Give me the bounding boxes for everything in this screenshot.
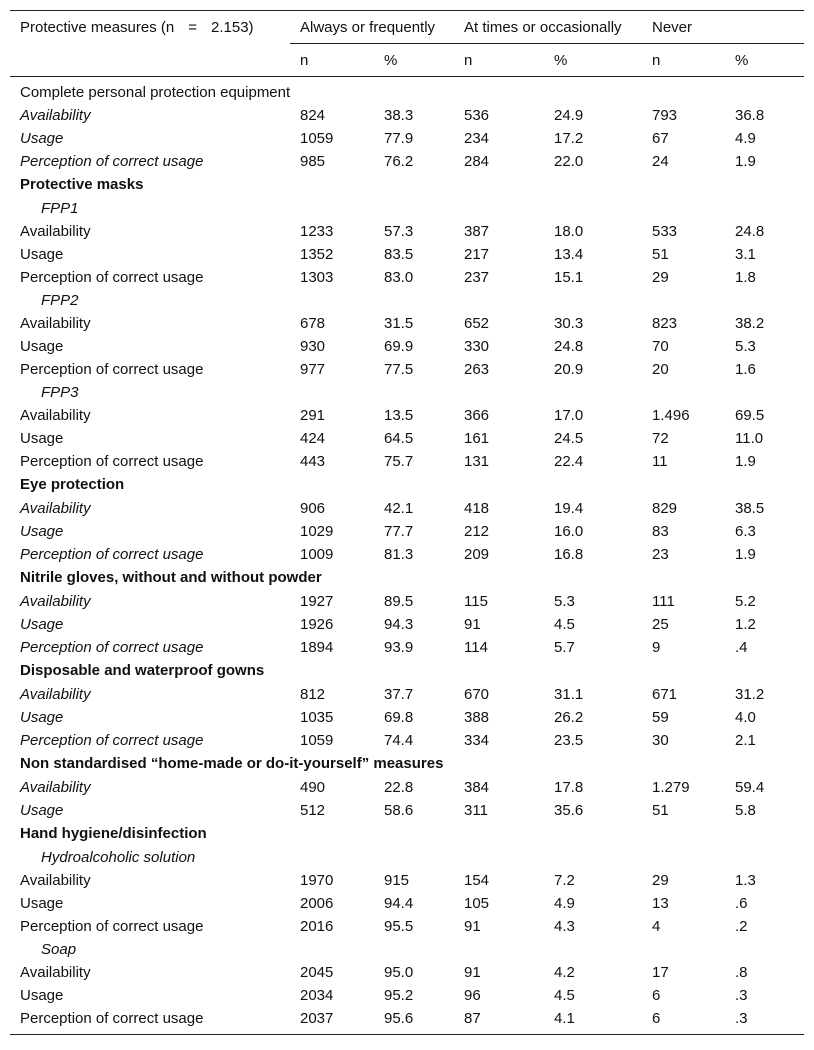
row-label: Availability: [20, 407, 91, 424]
value-cell: 2037: [290, 1007, 374, 1035]
value-cell: 23: [652, 546, 669, 563]
value-cell: 5.7: [554, 639, 575, 656]
row-label: Protective masks: [20, 176, 144, 193]
value-cell: 793: [652, 107, 678, 124]
table-row: [10, 984, 804, 1007]
value-cell: 536: [464, 107, 490, 124]
section-row: [10, 473, 804, 497]
value-cell: 31.1: [554, 686, 584, 703]
value-cell: 4.9: [554, 895, 575, 912]
value-cell: 388: [464, 709, 490, 726]
value-cell: 83: [652, 523, 669, 540]
value-cell: 77.7: [384, 523, 414, 540]
value-cell: 91: [464, 616, 481, 633]
value-cell: 17.0: [554, 407, 584, 424]
value-cell: 22.8: [384, 779, 414, 796]
table-row: [10, 892, 804, 915]
value-cell: 29: [652, 269, 669, 286]
value-cell: 418: [464, 500, 490, 517]
row-label: Usage: [20, 246, 64, 263]
row-label: Usage: [20, 523, 64, 540]
header-label-cell: [10, 11, 290, 44]
value-cell: .3: [725, 1007, 804, 1035]
header-group-occasionally: At times or occasionally: [454, 11, 642, 44]
value-cell: 1352: [300, 246, 334, 263]
header-subcol: n: [290, 44, 374, 77]
section-row: [10, 566, 804, 590]
value-cell: 26.2: [554, 709, 584, 726]
value-cell: 95.2: [384, 987, 414, 1004]
value-cell: 15.1: [554, 269, 584, 286]
table-row: [10, 335, 804, 358]
value-cell: 18.0: [554, 223, 584, 240]
table-row: [10, 636, 804, 659]
value-cell: 16.0: [554, 523, 584, 540]
table-row: [10, 961, 804, 984]
row-label: Perception of correct usage: [20, 546, 204, 563]
row-label: Usage: [20, 709, 64, 726]
value-cell: 1.9: [735, 153, 756, 170]
value-cell: 37.7: [384, 686, 414, 703]
value-cell: 4.5: [554, 987, 575, 1004]
value-cell: 58.6: [384, 802, 414, 819]
table-row: [10, 613, 804, 636]
value-cell: 1035: [300, 709, 334, 726]
row-label: Eye protection: [20, 476, 125, 493]
value-cell: 22.4: [554, 453, 584, 470]
table-row: [10, 706, 804, 729]
value-cell: 217: [464, 246, 490, 263]
row-label: Availability: [20, 779, 91, 796]
group-row: [10, 77, 804, 105]
value-cell: 5.2: [735, 593, 756, 610]
header-label-total: 2.153): [211, 18, 254, 36]
value-cell: .4: [735, 639, 748, 656]
value-cell: 17.2: [554, 130, 584, 147]
value-cell: 1059: [300, 130, 334, 147]
header-row-groups: [10, 11, 804, 44]
table-row: [10, 266, 804, 289]
table-container: [10, 10, 804, 1035]
value-cell: 671: [652, 686, 678, 703]
row-label: Perception of correct usage: [20, 269, 204, 286]
subgroup-row: [10, 938, 804, 961]
value-cell: 5.3: [554, 593, 575, 610]
table-row: [10, 520, 804, 543]
value-cell: 70: [652, 338, 669, 355]
table-row: [10, 590, 804, 613]
value-cell: 38.2: [735, 315, 765, 332]
header-subcol-empty: [10, 44, 290, 77]
table-row: [10, 869, 804, 892]
header-label-prefix: Protective measures (n: [20, 18, 175, 36]
value-cell: 13: [652, 895, 669, 912]
value-cell: 291: [300, 407, 326, 424]
value-cell: 6: [652, 987, 661, 1004]
value-cell: 91: [464, 918, 481, 935]
value-cell: 1970: [300, 872, 334, 889]
row-label: Usage: [20, 430, 64, 447]
value-cell: 111: [652, 593, 675, 610]
row-label: Perception of correct usage: [20, 361, 204, 378]
value-cell: 985: [300, 153, 326, 170]
value-cell: 19.4: [554, 500, 584, 517]
table-row: [10, 776, 804, 799]
value-cell: 69.5: [735, 407, 765, 424]
value-cell: 23.5: [554, 732, 584, 749]
table-row: [10, 243, 804, 266]
value-cell: 284: [464, 153, 490, 170]
value-cell: 38.5: [735, 500, 765, 517]
value-cell: 1.496: [652, 407, 690, 424]
value-cell: 4.1: [544, 1007, 642, 1035]
value-cell: 237: [464, 269, 490, 286]
protective-measures-table: [10, 10, 804, 1035]
value-cell: 424: [300, 430, 326, 447]
value-cell: 2034: [300, 987, 334, 1004]
row-label: Availability: [20, 107, 91, 124]
row-label: Availability: [20, 593, 91, 610]
value-cell: 490: [300, 779, 326, 796]
value-cell: 5.3: [735, 338, 756, 355]
value-cell: 1029: [300, 523, 334, 540]
value-cell: 330: [464, 338, 490, 355]
value-cell: 977: [300, 361, 326, 378]
value-cell: 93.9: [384, 639, 414, 656]
value-cell: 4.0: [735, 709, 756, 726]
value-cell: 22.0: [554, 153, 584, 170]
table-row: [10, 150, 804, 173]
value-cell: 161: [464, 430, 490, 447]
value-cell: 51: [652, 246, 669, 263]
value-cell: 115: [464, 593, 488, 610]
value-cell: 94.3: [384, 616, 414, 633]
value-cell: 59: [652, 709, 669, 726]
value-cell: 13.4: [554, 246, 584, 263]
value-cell: 263: [464, 361, 490, 378]
value-cell: 105: [464, 895, 490, 912]
value-cell: 533: [652, 223, 678, 240]
value-cell: 38.3: [384, 107, 414, 124]
subgroup-row: [10, 846, 804, 869]
value-cell: 3.1: [735, 246, 756, 263]
value-cell: 366: [464, 407, 490, 424]
value-cell: 6: [642, 1007, 725, 1035]
value-cell: 29: [652, 872, 669, 889]
value-cell: 212: [464, 523, 490, 540]
table-body: [10, 77, 804, 1035]
value-cell: 35.6: [554, 802, 584, 819]
value-cell: 387: [464, 223, 490, 240]
row-label: Usage: [20, 616, 64, 633]
value-cell: 51: [652, 802, 669, 819]
row-label: Perception of correct usage: [10, 1007, 290, 1035]
section-row: [10, 659, 804, 683]
value-cell: 824: [300, 107, 326, 124]
value-cell: 678: [300, 315, 326, 332]
value-cell: 13.5: [384, 407, 414, 424]
value-cell: 812: [300, 686, 326, 703]
value-cell: 31.2: [735, 686, 765, 703]
value-cell: 915: [384, 872, 410, 889]
value-cell: 31.5: [384, 315, 414, 332]
value-cell: 94.4: [384, 895, 414, 912]
table-row: [10, 104, 804, 127]
row-label: Perception of correct usage: [20, 453, 204, 470]
value-cell: 4.3: [554, 918, 575, 935]
value-cell: 5.8: [735, 802, 756, 819]
row-label: Nitrile gloves, without and without powder: [20, 569, 322, 586]
value-cell: 1.6: [735, 361, 756, 378]
value-cell: 1.279: [652, 779, 690, 796]
value-cell: 76.2: [384, 153, 414, 170]
row-label: Availability: [20, 223, 91, 240]
value-cell: 83.5: [384, 246, 414, 263]
value-cell: 17.8: [554, 779, 584, 796]
row-label: Perception of correct usage: [20, 918, 204, 935]
table-row: [10, 312, 804, 335]
header-subcol: %: [374, 44, 454, 77]
row-label: FPP1: [41, 200, 79, 217]
value-cell: 30: [652, 732, 669, 749]
table-row: [10, 729, 804, 752]
value-cell: 24: [652, 153, 669, 170]
row-label: Usage: [20, 130, 64, 147]
value-cell: 311: [464, 802, 488, 819]
value-cell: 69.8: [384, 709, 414, 726]
value-cell: 77.9: [384, 130, 414, 147]
header-row-subcols: [10, 44, 804, 77]
value-cell: 334: [464, 732, 490, 749]
value-cell: 234: [464, 130, 490, 147]
value-cell: 4.5: [554, 616, 575, 633]
value-cell: 67: [652, 130, 669, 147]
value-cell: 2016: [300, 918, 334, 935]
value-cell: 81.3: [384, 546, 414, 563]
value-cell: 154: [464, 872, 490, 889]
row-label: Availability: [20, 686, 91, 703]
row-label: Usage: [20, 802, 64, 819]
value-cell: 114: [464, 639, 488, 656]
value-cell: 36.8: [735, 107, 765, 124]
value-cell: 57.3: [384, 223, 414, 240]
section-row: [10, 173, 804, 197]
row-label: Usage: [20, 338, 64, 355]
value-cell: 11: [652, 453, 668, 470]
row-label: Perception of correct usage: [20, 732, 204, 749]
value-cell: 42.1: [384, 500, 414, 517]
value-cell: 1.9: [735, 453, 756, 470]
header-group-never: Never: [642, 11, 804, 44]
value-cell: 95.6: [374, 1007, 454, 1035]
row-label: Perception of correct usage: [20, 153, 204, 170]
value-cell: .6: [735, 895, 748, 912]
value-cell: 2.1: [735, 732, 756, 749]
row-label: Perception of correct usage: [20, 639, 204, 656]
table-row: [10, 127, 804, 150]
value-cell: 24.8: [735, 223, 765, 240]
value-cell: 1303: [300, 269, 334, 286]
value-cell: 823: [652, 315, 678, 332]
value-cell: 6.3: [735, 523, 756, 540]
value-cell: 1059: [300, 732, 334, 749]
value-cell: 906: [300, 500, 326, 517]
value-cell: 1233: [300, 223, 334, 240]
section-row: [10, 822, 804, 846]
table-row: [10, 497, 804, 520]
table-row: [10, 220, 804, 243]
row-label: Hand hygiene/disinfection: [20, 825, 207, 842]
value-cell: 20.9: [554, 361, 584, 378]
header-subcol: n: [454, 44, 544, 77]
header-group-always: Always or frequently: [290, 11, 454, 44]
value-cell: 89.5: [384, 593, 414, 610]
value-cell: 16.8: [554, 546, 584, 563]
table-row: [10, 404, 804, 427]
value-cell: 4: [652, 918, 661, 935]
row-label: Hydroalcoholic solution: [41, 849, 196, 866]
value-cell: 69.9: [384, 338, 414, 355]
value-cell: 83.0: [384, 269, 414, 286]
row-label: Complete personal protection equipment: [20, 84, 291, 101]
value-cell: 95.5: [384, 918, 414, 935]
value-cell: 1926: [300, 616, 334, 633]
value-cell: 2045: [300, 964, 334, 981]
value-cell: 9: [652, 639, 661, 656]
row-label: FPP3: [41, 384, 79, 401]
value-cell: 930: [300, 338, 326, 355]
table-row: [10, 358, 804, 381]
value-cell: 209: [464, 546, 490, 563]
subgroup-row: [10, 381, 804, 404]
row-label: Availability: [20, 964, 91, 981]
value-cell: 1.3: [735, 872, 756, 889]
subgroup-row: [10, 197, 804, 220]
value-cell: 25: [652, 616, 669, 633]
value-cell: 1.9: [735, 546, 756, 563]
value-cell: .8: [735, 964, 748, 981]
section-row: [10, 752, 804, 776]
value-cell: 17: [652, 964, 669, 981]
value-cell: 77.5: [384, 361, 414, 378]
table-row: [10, 543, 804, 566]
value-cell: 95.0: [384, 964, 414, 981]
value-cell: 652: [464, 315, 490, 332]
value-cell: 7.2: [554, 872, 575, 889]
row-label: Disposable and waterproof gowns: [20, 662, 265, 679]
subgroup-row: [10, 289, 804, 312]
table-row: [10, 799, 804, 822]
header-subcol: %: [725, 44, 804, 77]
value-cell: 24.9: [554, 107, 584, 124]
value-cell: 91: [464, 964, 481, 981]
row-label: Availability: [20, 500, 91, 517]
value-cell: 30.3: [554, 315, 584, 332]
table-row: [10, 427, 804, 450]
value-cell: 1894: [300, 639, 334, 656]
header-subcol: n: [642, 44, 725, 77]
value-cell: 131: [464, 453, 490, 470]
value-cell: 72: [652, 430, 669, 447]
value-cell: 512: [300, 802, 326, 819]
table-row: [10, 450, 804, 473]
value-cell: 670: [464, 686, 490, 703]
value-cell: 24.8: [554, 338, 584, 355]
value-cell: 11.0: [735, 430, 764, 447]
header-subcol: %: [544, 44, 642, 77]
row-label: Usage: [20, 895, 64, 912]
header-label-eq: =: [188, 18, 197, 36]
row-label: Availability: [20, 315, 91, 332]
value-cell: 4.9: [735, 130, 756, 147]
value-cell: 384: [464, 779, 490, 796]
value-cell: 20: [652, 361, 669, 378]
value-cell: .2: [735, 918, 748, 935]
value-cell: 87: [454, 1007, 544, 1035]
value-cell: 64.5: [384, 430, 414, 447]
value-cell: 1.8: [735, 269, 756, 286]
value-cell: 1009: [300, 546, 334, 563]
value-cell: 74.4: [384, 732, 414, 749]
value-cell: 2006: [300, 895, 334, 912]
row-label: Availability: [20, 872, 91, 889]
value-cell: 1.2: [735, 616, 756, 633]
value-cell: 75.7: [384, 453, 414, 470]
row-label: Non standardised “home-made or do-it-yourself” measures: [20, 755, 444, 772]
value-cell: 24.5: [554, 430, 584, 447]
table-row: [10, 915, 804, 938]
value-cell: 443: [300, 453, 326, 470]
value-cell: 829: [652, 500, 678, 517]
value-cell: 4.2: [554, 964, 575, 981]
table-row: [10, 1007, 804, 1035]
row-label: Usage: [20, 987, 64, 1004]
row-label: Soap: [41, 941, 77, 958]
value-cell: 1927: [300, 593, 334, 610]
value-cell: .3: [735, 987, 748, 1004]
row-label: FPP2: [41, 292, 79, 309]
value-cell: 59.4: [735, 779, 765, 796]
value-cell: 96: [464, 987, 481, 1004]
table-row: [10, 683, 804, 706]
